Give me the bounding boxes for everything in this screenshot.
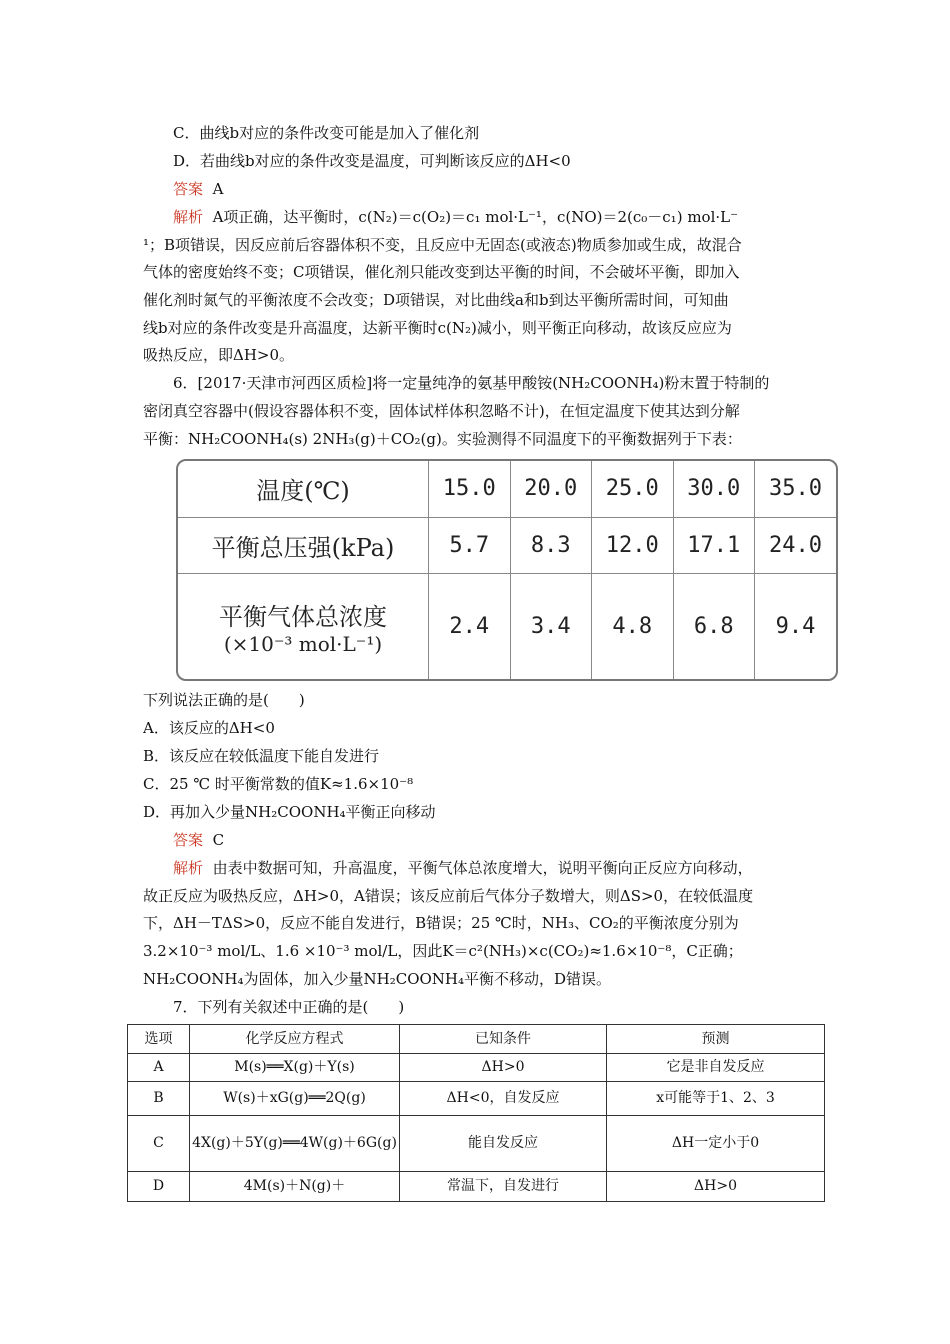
q6-analysis-line-3: 下，ΔH－TΔS>0，反应不能自发进行，B错误；25 ℃时，NH₃、CO₂的平衡浓度分别为 <box>143 914 739 932</box>
q5-option-d: D．若曲线b对应的条件改变是温度，可判断该反应的ΔH<0 <box>173 152 571 170</box>
header-cell: 预测 <box>607 1025 825 1054</box>
analysis-text: 由表中数据可知，升高温度，平衡气体总浓度增大，说明平衡向正反应方向移动， <box>212 859 753 877</box>
table-cell: W(s)＋xG(g)══2Q(g) <box>190 1082 400 1116</box>
q6-option-d: D．再加入少量NH₂COONH₄平衡正向移动 <box>143 803 436 821</box>
q6-answer <box>173 830 823 850</box>
table-cell: 能自发反应 <box>400 1116 607 1172</box>
q6-question: 下列说法正确的是( ) <box>143 691 305 709</box>
table-cell: 3.4 <box>510 573 592 679</box>
q6-option-a: A．该反应的ΔH<0 <box>143 719 275 737</box>
row-label-unit: (×10⁻³ mol·L⁻¹) <box>223 631 383 656</box>
q6-analysis-line-1 <box>173 858 823 878</box>
q5-analysis-line-5: 线b对应的条件改变是升高温度，达新平衡时c(N₂)减小，则平衡正向移动，故该反应应为 <box>143 319 732 337</box>
q6-stem-line-1: 6．[2017·天津市河西区质检]将一定量纯净的氨基甲酸铵(NH₂COONH₄)粉末置于特制的 <box>173 374 770 392</box>
header-cell: 已知条件 <box>400 1025 607 1054</box>
q5-analysis-line-1 <box>173 207 823 227</box>
table-cell: 4M(s)＋N(g)＋ <box>190 1172 400 1202</box>
table-cell: 8.3 <box>510 517 592 573</box>
q5-analysis-line-2: ¹；B项错误，因反应前后容器体积不变，且反应中无固态(或液态)物质参加或生成，故混合 <box>143 236 742 254</box>
table-cell: x可能等于1、2、3 <box>607 1082 825 1116</box>
table-cell: 2.4 <box>429 573 511 679</box>
table-cell: C <box>128 1116 190 1172</box>
table-row <box>128 1116 825 1172</box>
table-cell: 常温下，自发进行 <box>400 1172 607 1202</box>
table-cell: 9.4 <box>755 573 837 679</box>
q6-stem-line-3: 平衡：NH₂COONH₄(s) 2NH₃(g)＋CO₂(g)。实验测得不同温度下的平衡数据列于下表： <box>143 430 742 448</box>
q6-analysis-line-5: NH₂COONH₄为固体，加入少量NH₂COONH₄平衡不移动，D错误。 <box>143 970 612 988</box>
answer-label: 答案 <box>173 831 204 849</box>
equilibrium-data-table <box>176 459 838 681</box>
table-cell: 4X(g)＋5Y(g)══4W(g)＋6G(g) <box>190 1116 400 1172</box>
analysis-text: A项正确，达平衡时，c(N₂)＝c(O₂)＝c₁ mol·L⁻¹，c(NO)＝2(c₀－c₁) mol·L⁻ <box>212 208 739 226</box>
table-cell: 4.8 <box>592 573 674 679</box>
table-cell: 30.0 <box>673 461 755 517</box>
table-cell: ΔH<0，自发反应 <box>400 1082 607 1116</box>
analysis-label: 解析 <box>173 859 204 877</box>
table-cell: D <box>128 1172 190 1202</box>
q5-analysis-line-6: 吸热反应，即ΔH>0。 <box>143 346 295 364</box>
table-row-concentration <box>178 573 836 679</box>
table-cell: 25.0 <box>592 461 674 517</box>
row-label: 平衡总压强(kPa) <box>178 517 429 573</box>
q7-options-table <box>127 1024 825 1202</box>
table-cell: ΔH>0 <box>400 1054 607 1082</box>
q6-option-c: C．25 ℃ 时平衡常数的值K≈1.6×10⁻⁸ <box>143 775 414 793</box>
header-cell: 选项 <box>128 1025 190 1054</box>
q5-analysis-line-3: 气体的密度始终不变；C项错误，催化剂只能改变到达平衡的时间，不会破坏平衡，即加入 <box>143 263 740 281</box>
table-cell: M(s)══X(g)＋Y(s) <box>190 1054 400 1082</box>
q5-option-c: C．曲线b对应的条件改变可能是加入了催化剂 <box>173 124 480 142</box>
q6-analysis-line-4: 3.2×10⁻³ mol/L、1.6 ×10⁻³ mol/L，因此K＝c²(NH₃)×c(CO₂)≈1.6×10⁻⁸，C正确； <box>143 942 743 960</box>
table-cell: 17.1 <box>673 517 755 573</box>
table-cell: 它是非自发反应 <box>607 1054 825 1082</box>
table-cell: ΔH一定小于0 <box>607 1116 825 1172</box>
q5-answer <box>173 179 823 199</box>
answer-label: 答案 <box>173 180 204 198</box>
table-row <box>128 1082 825 1116</box>
q6-stem-line-2: 密闭真空容器中(假设容器体积不变，固体试样体积忽略不计)，在恒定温度下使其达到分解 <box>143 402 740 420</box>
row-label: 温度(℃) <box>178 461 429 517</box>
table-cell: 12.0 <box>592 517 674 573</box>
table-cell: 35.0 <box>755 461 837 517</box>
row-label-main: 平衡气体总浓度 <box>219 602 387 631</box>
table-row <box>128 1172 825 1202</box>
table-cell: ΔH>0 <box>607 1172 825 1202</box>
q5-analysis-line-4: 催化剂时氮气的平衡浓度不会改变；D项错误，对比曲线a和b到达平衡所需时间，可知曲 <box>143 291 729 309</box>
table-cell: 5.7 <box>429 517 511 573</box>
table-cell: 6.8 <box>673 573 755 679</box>
q6-analysis-line-2: 故正反应为吸热反应，ΔH>0，A错误；该反应前后气体分子数增大，则ΔS>0，在较低温度 <box>143 887 754 905</box>
table-cell: B <box>128 1082 190 1116</box>
row-label <box>178 573 429 679</box>
table-row-pressure <box>178 517 836 573</box>
answer-value: A <box>212 180 224 198</box>
header-cell: 化学反应方程式 <box>190 1025 400 1054</box>
table-cell: 15.0 <box>429 461 511 517</box>
table-cell: 20.0 <box>510 461 592 517</box>
table-row-temperature <box>178 461 836 517</box>
table-cell: A <box>128 1054 190 1082</box>
table-row <box>128 1054 825 1082</box>
table-cell: 24.0 <box>755 517 837 573</box>
q6-option-b: B．该反应在较低温度下能自发进行 <box>143 747 380 765</box>
analysis-label: 解析 <box>173 208 204 226</box>
table-header-row <box>128 1025 825 1054</box>
q7-stem: 7．下列有关叙述中正确的是( ) <box>173 998 405 1016</box>
answer-value: C <box>212 831 225 849</box>
